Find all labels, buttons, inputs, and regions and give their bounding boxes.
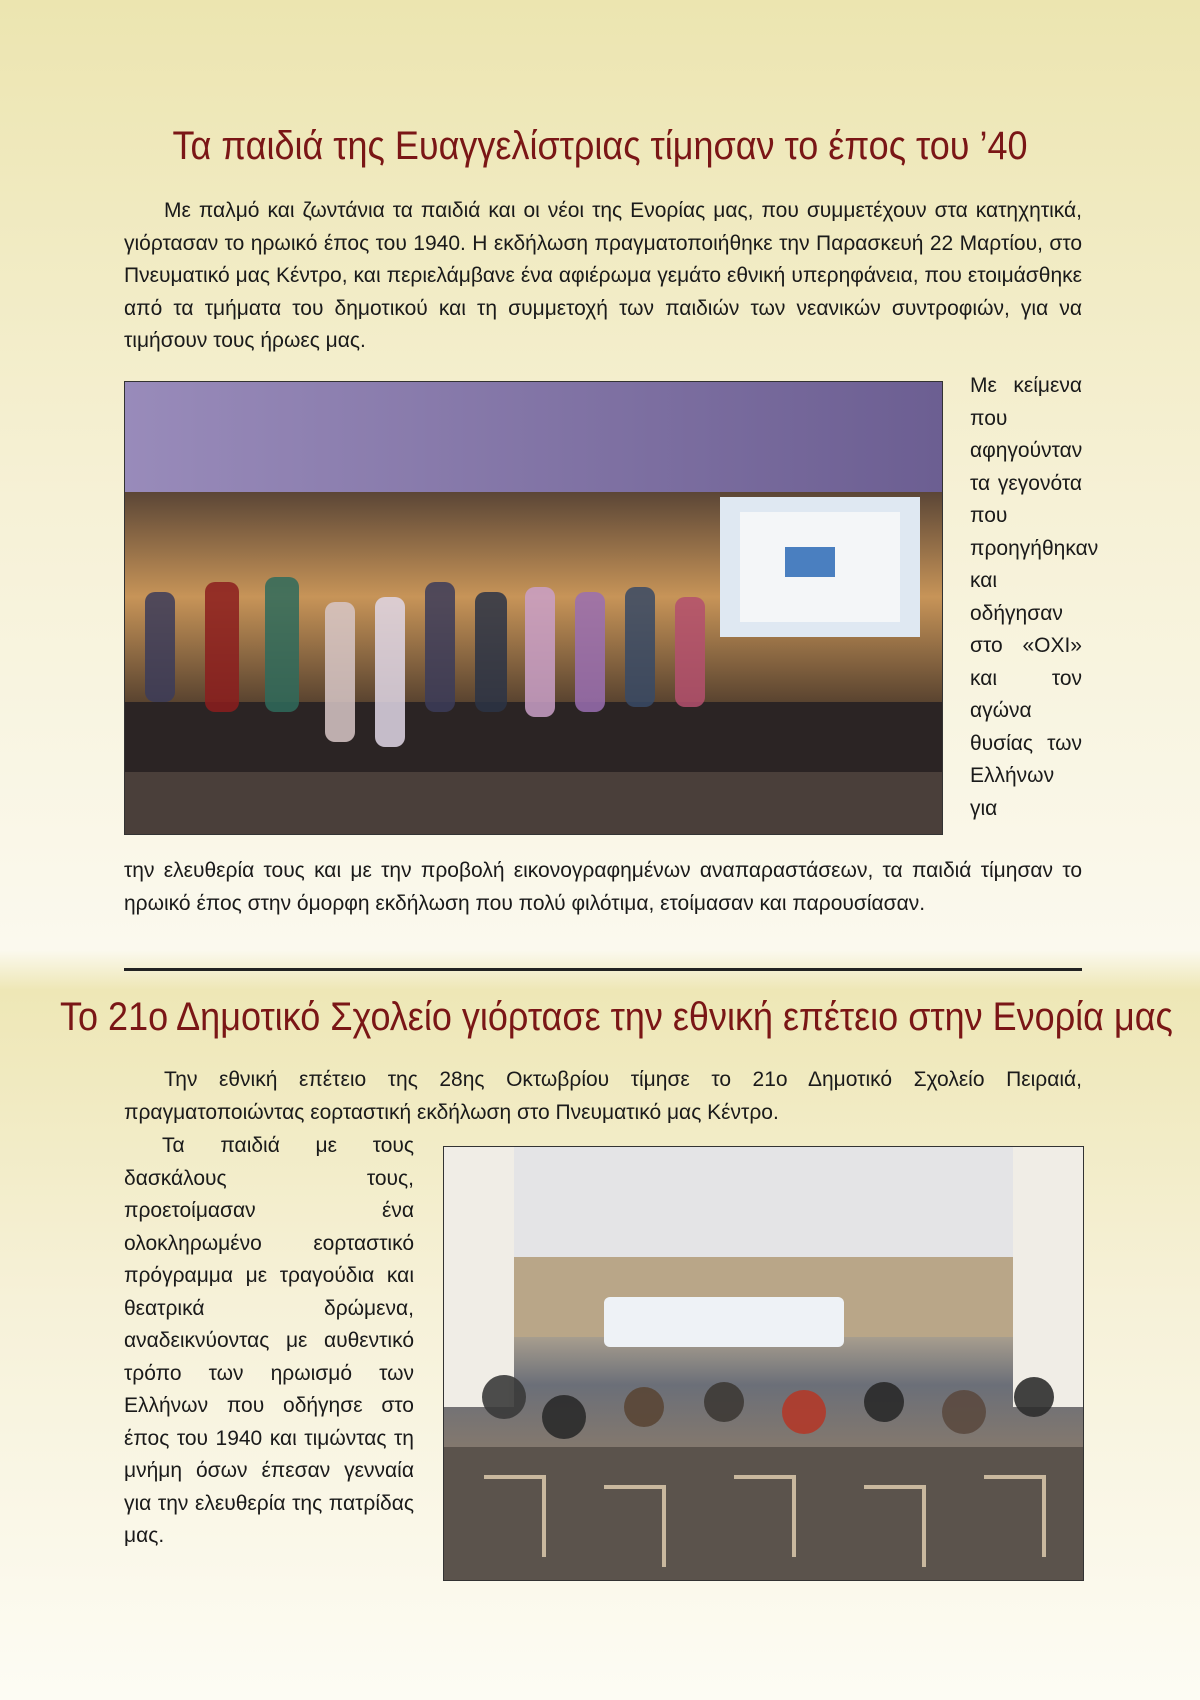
article1-continuation: την ελευθερία τους και με την προβολή εικονογραφημένων αναπαραστάσεων, τα παιδιά τίμησαν το ηρωικό έπος στην όμορφη εκδήλωση που πολύ φιλότιμα, ετοίμασαν και παρουσίασαν. — [124, 859, 1082, 915]
article2-body: Τα παιδιά με τους δασκάλους τους, προετοίμασαν ένα ολοκληρωμένο εορταστικό πρόγραμμα με τραγούδια και θεατρικά δρώμενα, αναδεικνύοντας με αυθεντικό τρόπο των ηρωισμό των Ελλήνων που οδήγησε στο έπος του 1940 και τιμώντας τη μνήμη όσων έπεσαν γενναία για την ελευθερία της πατρίδας μας. — [124, 1134, 414, 1547]
school-event-audience-photo — [443, 1146, 1084, 1581]
stage-performance-photo — [124, 381, 943, 835]
article1-title: Τα παιδιά της Ευαγγελίστριας τίμησαν το έπος του ’40 — [172, 124, 1028, 168]
article1-intro: Με παλμό και ζωντάνια τα παιδιά και οι νέοι της Ενορίας μας, που συμμετέχουν στα κατηχητικά, γιόρτασαν το ηρωικό έπος του 1940. Η εκδήλωση πραγματοποιήθηκε την Παρασκευή 22 Μαρτίου, στο Πνευματικό μας Κέντρο, και περιελάμβανε ένα αφιέρωμα γεμάτο εθνική υπερηφάνεια, που ετοιμάσθηκε από τα τμήματα του δημοτικού και τη συμμετοχή των παιδιών των νεανικών συντροφιών, για να τιμήσουν τους ήρωες μας. — [124, 199, 1082, 352]
article2-intro: Την εθνική επέτειο της 28ης Οκτωβρίου τίμησε το 21ο Δημοτικό Σχολείο Πειραιά, πραγματοποιώντας εορταστική εκδήλωση στο Πνευματικό μας Κέντρο. — [124, 1068, 1082, 1124]
section-divider — [124, 968, 1082, 971]
article2-title: Το 21ο Δημοτικό Σχολείο γιόρτασε την εθνική επέτειο στην Ενορία μας — [60, 995, 1173, 1039]
article1-side-text: Με κείμενα που αφηγούνταν τα γεγονότα που προηγήθηκαν και οδήγησαν στο «ΟΧΙ» και τον αγώνα θυσίας των Ελλήνων για — [970, 374, 1099, 820]
